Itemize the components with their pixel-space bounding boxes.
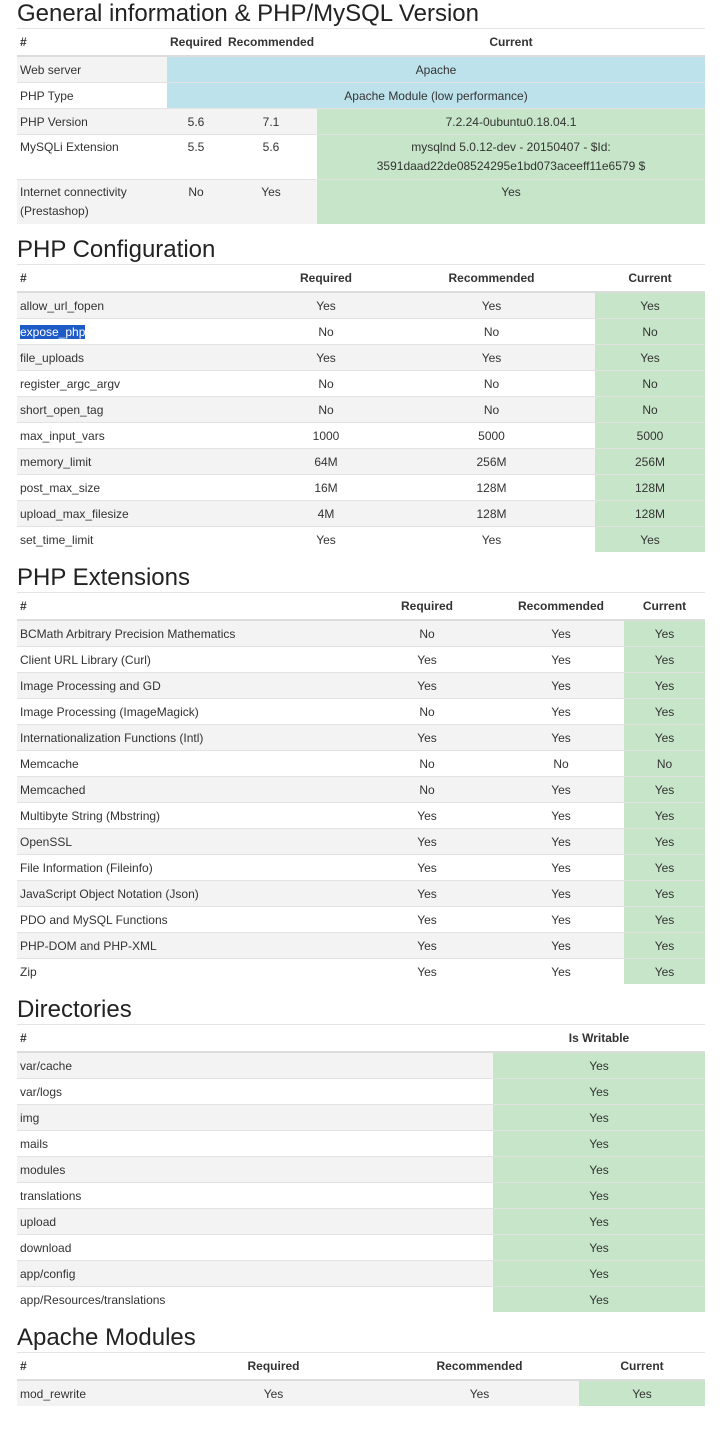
current-value-line: mysqlnd 5.0.12-dev - 20150407 - $Id: [411, 140, 611, 154]
col-header: # [17, 1025, 493, 1053]
current-value: Yes [624, 673, 705, 699]
table-row [17, 423, 705, 449]
row-label: set_time_limit [17, 527, 264, 553]
table-row [17, 475, 705, 501]
section-title-directories: Directories [17, 996, 132, 1023]
required-value: No [356, 620, 498, 647]
table-header [17, 265, 705, 293]
required-value: 5.6 [167, 109, 225, 135]
current-value: No [595, 319, 705, 345]
current-value: Yes [624, 959, 705, 985]
col-header: Current [579, 1353, 705, 1381]
row-label: var/cache [17, 1052, 493, 1079]
row-label: PDO and MySQL Functions [17, 907, 356, 933]
recommended-value: Yes [388, 345, 595, 371]
row-label: mails [17, 1131, 493, 1157]
row-label: JavaScript Object Notation (Json) [17, 881, 356, 907]
row-label: mod_rewrite [17, 1380, 167, 1406]
required-value: Yes [356, 855, 498, 881]
current-value: Apache Module (low performance) [167, 83, 705, 109]
general-table [17, 28, 705, 224]
row-label: BCMath Arbitrary Precision Mathematics [17, 620, 356, 647]
required-value: Yes [356, 829, 498, 855]
recommended-value: Yes [498, 725, 624, 751]
table-row [17, 1079, 705, 1105]
table-row [17, 1287, 705, 1313]
row-label: img [17, 1105, 493, 1131]
col-header: # [17, 1353, 167, 1381]
table-row [17, 620, 705, 647]
table-row [17, 803, 705, 829]
current-value: Yes [624, 647, 705, 673]
writable-value: Yes [493, 1131, 705, 1157]
recommended-value: Yes [498, 647, 624, 673]
current-value: Yes [624, 803, 705, 829]
row-label: allow_url_fopen [17, 292, 264, 319]
row-label: post_max_size [17, 475, 264, 501]
table-row [17, 1183, 705, 1209]
row-label: app/config [17, 1261, 493, 1287]
writable-value: Yes [493, 1235, 705, 1261]
recommended-value: Yes [388, 292, 595, 319]
recommended-value: No [498, 751, 624, 777]
recommended-value: Yes [388, 527, 595, 553]
required-value: Yes [356, 933, 498, 959]
current-value: Yes [624, 777, 705, 803]
required-value: Yes [356, 881, 498, 907]
writable-value: Yes [493, 1157, 705, 1183]
recommended-value: No [388, 371, 595, 397]
recommended-value: 128M [388, 475, 595, 501]
required-value: No [264, 371, 388, 397]
recommended-value: Yes [225, 180, 317, 225]
recommended-value: 5.6 [225, 135, 317, 180]
col-header: Current [317, 29, 705, 57]
table-row [17, 1209, 705, 1235]
php-config-table [17, 264, 705, 552]
current-value: No [624, 751, 705, 777]
recommended-value: Yes [498, 907, 624, 933]
table-row [17, 501, 705, 527]
current-value: Yes [624, 855, 705, 881]
current-value: No [595, 371, 705, 397]
col-header: Required [167, 1353, 380, 1381]
required-value: 1000 [264, 423, 388, 449]
row-label-line: (Prestashop) [20, 204, 89, 218]
required-value: Yes [264, 292, 388, 319]
required-value: Yes [356, 725, 498, 751]
row-label: Client URL Library (Curl) [17, 647, 356, 673]
recommended-value: Yes [498, 803, 624, 829]
current-value: Yes [624, 620, 705, 647]
required-value: 64M [264, 449, 388, 475]
current-value: No [595, 397, 705, 423]
col-header: Recommended [388, 265, 595, 293]
table-row [17, 180, 705, 225]
row-label: app/Resources/translations [17, 1287, 493, 1313]
table-row [17, 725, 705, 751]
table-row [17, 1105, 705, 1131]
row-label: OpenSSL [17, 829, 356, 855]
table-row [17, 1380, 705, 1406]
required-value: No [356, 699, 498, 725]
table-row [17, 699, 705, 725]
row-label: var/logs [17, 1079, 493, 1105]
current-value: Yes [624, 907, 705, 933]
row-label: Zip [17, 959, 356, 985]
table-row [17, 647, 705, 673]
row-label: File Information (Fileinfo) [17, 855, 356, 881]
current-value: 128M [595, 501, 705, 527]
section-title-apache-modules: Apache Modules [17, 1324, 196, 1351]
required-value: 16M [264, 475, 388, 501]
table-row [17, 449, 705, 475]
row-label: upload_max_filesize [17, 501, 264, 527]
current-value-line: 3591daad22de08524295e1bd073aceeff11e6579 $ [376, 159, 646, 173]
table-row [17, 1131, 705, 1157]
row-label [17, 319, 264, 345]
recommended-value: 5000 [388, 423, 595, 449]
required-value: 5.5 [167, 135, 225, 180]
current-value: 5000 [595, 423, 705, 449]
required-value: Yes [264, 345, 388, 371]
writable-value: Yes [493, 1052, 705, 1079]
table-row [17, 673, 705, 699]
table-row [17, 751, 705, 777]
current-value: 128M [595, 475, 705, 501]
required-value: No [356, 751, 498, 777]
table-row [17, 345, 705, 371]
recommended-value: 128M [388, 501, 595, 527]
row-label: Image Processing (ImageMagick) [17, 699, 356, 725]
table-row [17, 1261, 705, 1287]
table-row [17, 527, 705, 553]
table-row [17, 397, 705, 423]
table-row [17, 56, 705, 83]
recommended-value: No [388, 319, 595, 345]
recommended-value: Yes [498, 881, 624, 907]
php-extensions-table [17, 592, 705, 984]
required-value: No [167, 180, 225, 225]
table-row [17, 907, 705, 933]
table-header [17, 593, 705, 621]
required-value: Yes [356, 673, 498, 699]
recommended-value: Yes [498, 699, 624, 725]
row-label: Multibyte String (Mbstring) [17, 803, 356, 829]
row-label: Memcache [17, 751, 356, 777]
row-label: Memcached [17, 777, 356, 803]
col-header: Is Writable [493, 1025, 705, 1053]
row-label [17, 180, 167, 225]
table-header [17, 29, 705, 57]
row-label: max_input_vars [17, 423, 264, 449]
section-title-php-config: PHP Configuration [17, 236, 216, 263]
row-label: PHP Version [17, 109, 167, 135]
writable-value: Yes [493, 1183, 705, 1209]
row-label: memory_limit [17, 449, 264, 475]
row-label: short_open_tag [17, 397, 264, 423]
current-value: Yes [624, 829, 705, 855]
row-label: Image Processing and GD [17, 673, 356, 699]
writable-value: Yes [493, 1261, 705, 1287]
current-value: Apache [167, 56, 705, 83]
section-title-general: General information & PHP/MySQL Version [17, 0, 479, 27]
current-value: Yes [624, 933, 705, 959]
current-value: Yes [317, 180, 705, 225]
writable-value: Yes [493, 1105, 705, 1131]
table-row [17, 829, 705, 855]
row-label: PHP-DOM and PHP-XML [17, 933, 356, 959]
current-value: 256M [595, 449, 705, 475]
recommended-value: 256M [388, 449, 595, 475]
col-header: Recommended [498, 593, 624, 621]
row-label: file_uploads [17, 345, 264, 371]
selected-text: expose_php [20, 324, 86, 339]
table-row [17, 83, 705, 109]
col-header: Current [595, 265, 705, 293]
recommended-value: Yes [498, 673, 624, 699]
row-label: Web server [17, 56, 167, 83]
row-label: register_argc_argv [17, 371, 264, 397]
current-value: Yes [624, 881, 705, 907]
section-title-php-extensions: PHP Extensions [17, 564, 190, 591]
table-row [17, 371, 705, 397]
writable-value: Yes [493, 1287, 705, 1313]
recommended-value: Yes [498, 933, 624, 959]
current-value: 7.2.24-0ubuntu0.18.04.1 [317, 109, 705, 135]
directories-table [17, 1024, 705, 1312]
table-row [17, 881, 705, 907]
row-label: PHP Type [17, 83, 167, 109]
recommended-value: Yes [498, 777, 624, 803]
row-label: download [17, 1235, 493, 1261]
apache-modules-body [17, 1380, 705, 1406]
row-label-line: Internet connectivity [20, 185, 127, 199]
required-value: Yes [264, 527, 388, 553]
recommended-value: No [388, 397, 595, 423]
row-label: translations [17, 1183, 493, 1209]
recommended-value: 7.1 [225, 109, 317, 135]
required-value: Yes [356, 647, 498, 673]
required-value: Yes [356, 907, 498, 933]
table-row [17, 1235, 705, 1261]
current-value: Yes [579, 1380, 705, 1406]
php-config-body [17, 292, 705, 552]
row-label: upload [17, 1209, 493, 1235]
col-header: # [17, 29, 167, 57]
required-value: Yes [356, 803, 498, 829]
recommended-value: Yes [498, 829, 624, 855]
col-header: # [17, 265, 264, 293]
recommended-value: Yes [498, 620, 624, 647]
table-row [17, 109, 705, 135]
current-value: Yes [595, 527, 705, 553]
table-header [17, 1025, 705, 1053]
recommended-value: Yes [498, 855, 624, 881]
required-value: Yes [356, 959, 498, 985]
row-label: MySQLi Extension [17, 135, 167, 180]
required-value: 4M [264, 501, 388, 527]
current-value: Yes [595, 292, 705, 319]
writable-value: Yes [493, 1209, 705, 1235]
recommended-value: Yes [380, 1380, 579, 1406]
php-extensions-body [17, 620, 705, 984]
col-header: Required [167, 29, 225, 57]
table-row [17, 135, 705, 180]
required-value: No [264, 319, 388, 345]
table-row [17, 959, 705, 985]
table-row [17, 1157, 705, 1183]
required-value: Yes [167, 1380, 380, 1406]
row-label: Internationalization Functions (Intl) [17, 725, 356, 751]
table-row [17, 933, 705, 959]
writable-value: Yes [493, 1079, 705, 1105]
directories-body [17, 1052, 705, 1312]
table-row [17, 319, 705, 345]
current-value: Yes [624, 699, 705, 725]
row-label: modules [17, 1157, 493, 1183]
table-row [17, 777, 705, 803]
col-header: # [17, 593, 356, 621]
required-value: No [264, 397, 388, 423]
table-row [17, 292, 705, 319]
col-header: Required [264, 265, 388, 293]
table-row [17, 1052, 705, 1079]
col-header: Recommended [225, 29, 317, 57]
col-header: Required [356, 593, 498, 621]
required-value: No [356, 777, 498, 803]
current-value: Yes [624, 725, 705, 751]
col-header: Current [624, 593, 705, 621]
col-header: Recommended [380, 1353, 579, 1381]
current-value [317, 135, 705, 180]
current-value: Yes [595, 345, 705, 371]
table-row [17, 855, 705, 881]
apache-modules-table [17, 1352, 705, 1406]
table-header [17, 1353, 705, 1381]
recommended-value: Yes [498, 959, 624, 985]
